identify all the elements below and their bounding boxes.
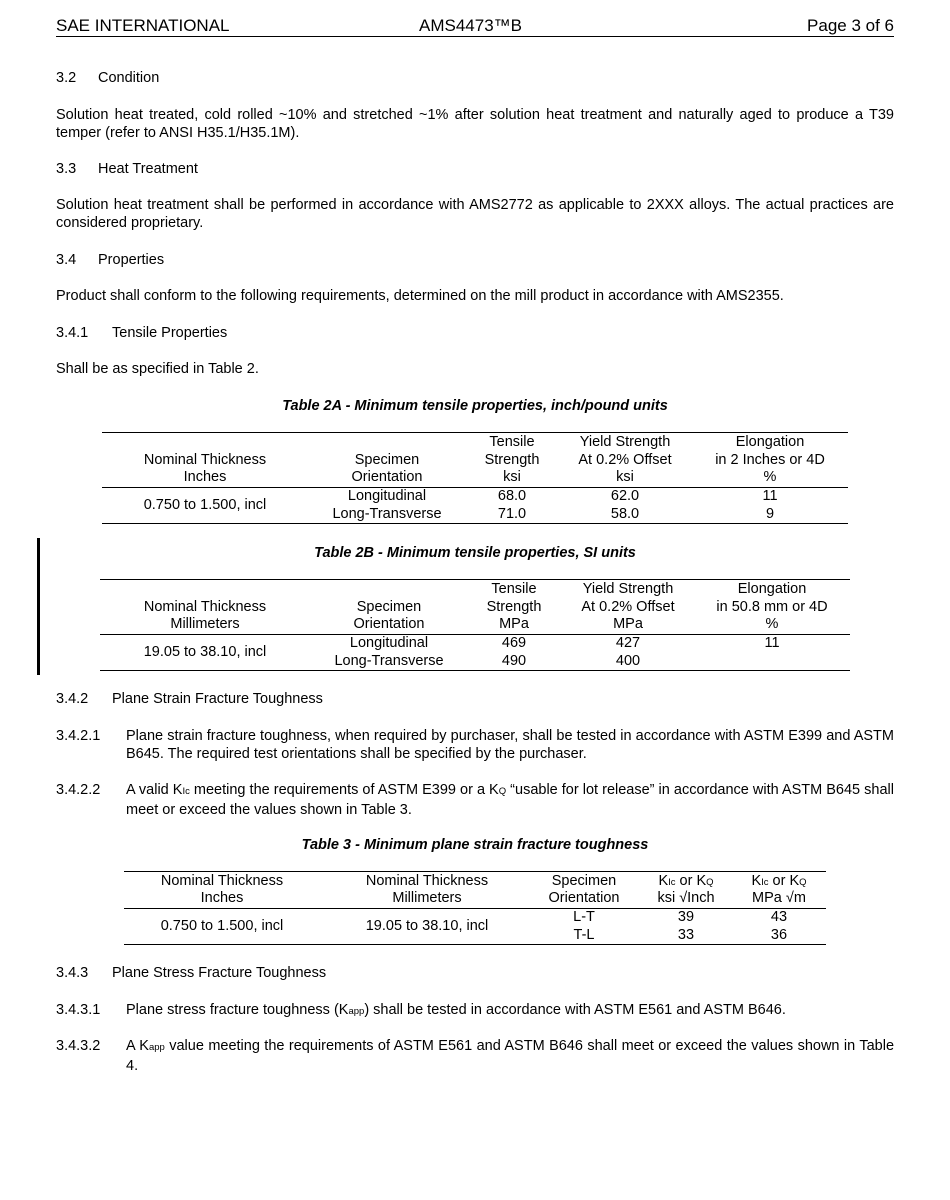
- header-cell: Nominal Thickness: [365, 873, 489, 889]
- header-cell: ksi: [503, 469, 521, 485]
- header-cell: [736, 873, 822, 892]
- header-cell: MPa: [499, 616, 529, 632]
- header-cell: Yield Strength: [579, 434, 671, 450]
- text-run: K: [172, 782, 183, 798]
- text-run: or K: [768, 873, 800, 889]
- table-rule: [102, 432, 848, 433]
- table-cell: 11: [764, 635, 780, 651]
- table-cell: 71.0: [497, 506, 527, 522]
- text-run: Plane stress fracture toughness (K: [126, 1002, 349, 1018]
- header-cell: ksi: [616, 469, 634, 485]
- header-cell: MPa: [613, 616, 643, 632]
- section-number: 3.4.3.2: [56, 1038, 101, 1054]
- text-run: K: [658, 873, 669, 889]
- header-cell: At 0.2% Offset: [581, 599, 675, 615]
- table-caption: Table 2A - Minimum tensile properties, inch/pound units: [282, 398, 668, 414]
- section-number: 3.4.2: [56, 691, 89, 707]
- table-cell: 58.0: [610, 506, 640, 522]
- subscript: app: [348, 1006, 365, 1017]
- subscript: app: [148, 1042, 165, 1053]
- subscript: Q: [706, 877, 714, 888]
- header-cell: Orientation: [351, 469, 423, 485]
- header-cell: Strength: [486, 599, 542, 615]
- section-body: Solution heat treated, cold rolled ~10% and stretched ~1% after solution heat treatment and naturally aged to produce a T39 temper (refer to ANSI H35.1/H35.1M).: [56, 107, 894, 141]
- section-number: 3.3: [56, 161, 77, 177]
- header-cell: Specimen: [356, 599, 422, 615]
- section-title: Plane Strain Fracture Toughness: [112, 691, 323, 707]
- subscript: Ic: [182, 786, 190, 797]
- header-cell: %: [763, 469, 777, 485]
- header-cell: Yield Strength: [582, 581, 674, 597]
- header-cell: in 50.8 mm or 4D: [716, 599, 828, 615]
- header-page-number: Page 3 of 6: [807, 16, 894, 35]
- header-cell: Specimen: [551, 873, 617, 889]
- section-title: Heat Treatment: [98, 161, 198, 177]
- section-title: Plane Stress Fracture Toughness: [112, 965, 327, 981]
- header-cell: At 0.2% Offset: [578, 452, 672, 468]
- table-2b: [100, 579, 850, 671]
- table-cell: 0.750 to 1.500, incl: [143, 497, 267, 513]
- section-number: 3.4.3.1: [56, 1002, 101, 1018]
- header-cell: Nominal Thickness: [160, 873, 284, 889]
- table-caption: Table 2B - Minimum tensile properties, SI units: [314, 545, 636, 561]
- section-body: [126, 781, 894, 819]
- header-cell: Tensile: [489, 434, 535, 450]
- section-number: 3.4.1: [56, 325, 89, 341]
- subscript: Q: [799, 877, 807, 888]
- table-cell: Long-Transverse: [332, 506, 442, 522]
- section-number: 3.2: [56, 70, 77, 86]
- text-run: or K: [675, 873, 707, 889]
- table-cell: 490: [501, 653, 527, 669]
- table-cell: 400: [615, 653, 641, 669]
- header-cell: ksi √Inch: [657, 890, 715, 906]
- subscript: Ic: [761, 877, 769, 888]
- table-cell: 469: [501, 635, 527, 651]
- table-cell: 43: [770, 909, 788, 925]
- header-cell: Specimen: [354, 452, 420, 468]
- table-cell: 39: [677, 909, 695, 925]
- section-body: Product shall conform to the following requirements, determined on the mill product in accordance with AMS2355.: [56, 288, 784, 304]
- header-doc-id: AMS4473™B: [419, 16, 522, 35]
- table-cell: 33: [677, 927, 695, 943]
- table-cell: Longitudinal: [349, 635, 429, 651]
- table-cell: L-T: [573, 909, 595, 925]
- table-cell: 427: [615, 635, 641, 651]
- text-run: value meeting the requirements of ASTM E561 and ASTM B646 shall meet or exceed the values shown in Table 4.: [126, 1038, 895, 1074]
- table-3: [124, 871, 826, 945]
- header-cell: Nominal Thickness: [143, 599, 267, 615]
- text-run: “usable for lot release” in accordance with ASTM B645 shall meet or exceed the values shown in Table 3.: [126, 782, 894, 818]
- table-cell: 11: [762, 488, 778, 504]
- section-body: Shall be as specified in Table 2.: [56, 361, 259, 377]
- table-2a: [102, 432, 848, 524]
- table-cell: 19.05 to 38.10, incl: [365, 918, 489, 934]
- header-cell: in 2 Inches or 4D: [715, 452, 825, 468]
- table-rule: [100, 579, 850, 580]
- page-header: [56, 16, 894, 37]
- section-title: Properties: [98, 252, 165, 268]
- section-number: 3.4: [56, 252, 77, 268]
- header-cell: %: [765, 616, 779, 632]
- table-rule: [124, 871, 826, 872]
- section-number: 3.4.3: [56, 965, 89, 981]
- table-cell: 19.05 to 38.10, incl: [143, 644, 267, 660]
- header-cell: Inches: [200, 890, 244, 906]
- table-cell: 0.750 to 1.500, incl: [160, 918, 284, 934]
- table-cell: 9: [765, 506, 775, 522]
- table-cell: Long-Transverse: [334, 653, 444, 669]
- header-cell: Nominal Thickness: [143, 452, 267, 468]
- section-body: Plane strain fracture toughness, when required by purchaser, shall be tested in accordance with ASTM E399 and ASTM B645. The required test orientations shall be specified by the purchaser.: [126, 728, 894, 762]
- header-cell: Inches: [183, 469, 227, 485]
- header-cell: Elongation: [737, 581, 807, 597]
- text-run: A K: [126, 1038, 149, 1054]
- table-cell: Longitudinal: [347, 488, 427, 504]
- header-cell: Orientation: [548, 890, 620, 906]
- section-number: 3.4.2.1: [56, 728, 101, 744]
- header-cell: Elongation: [735, 434, 805, 450]
- text-run: ) shall be tested in accordance with ASTM E561 and ASTM B646.: [364, 1002, 786, 1018]
- header-cell: Orientation: [353, 616, 425, 632]
- text-run: K: [751, 873, 762, 889]
- table-cell: 36: [770, 927, 788, 943]
- header-cell: MPa √m: [752, 890, 806, 906]
- table-cell: T-L: [573, 927, 595, 943]
- text-run: A valid: [126, 782, 173, 798]
- section-number: 3.4.2.2: [56, 782, 101, 798]
- section-title: Tensile Properties: [112, 325, 228, 341]
- header-cell: [638, 873, 734, 892]
- subscript: Q: [498, 786, 507, 797]
- header-cell: Tensile: [491, 581, 537, 597]
- header-cell: Millimeters: [170, 616, 240, 632]
- table-cell: 68.0: [497, 488, 527, 504]
- section-title: Condition: [98, 70, 160, 86]
- section-body: [126, 1037, 894, 1075]
- section-body: Solution heat treatment shall be performed in accordance with AMS2772 as applicable to 2XXX alloys. The actual practices are considered proprietary.: [56, 197, 894, 231]
- header-org: SAE INTERNATIONAL: [56, 16, 230, 35]
- section-body: [126, 1001, 894, 1021]
- table-caption: Table 3 - Minimum plane strain fracture toughness: [301, 837, 649, 853]
- table-cell: 62.0: [610, 488, 640, 504]
- header-cell: Strength: [484, 452, 540, 468]
- text-run: meeting the requirements of ASTM E399 or a K: [189, 782, 499, 798]
- subscript: Ic: [668, 877, 676, 888]
- header-cell: Millimeters: [392, 890, 462, 906]
